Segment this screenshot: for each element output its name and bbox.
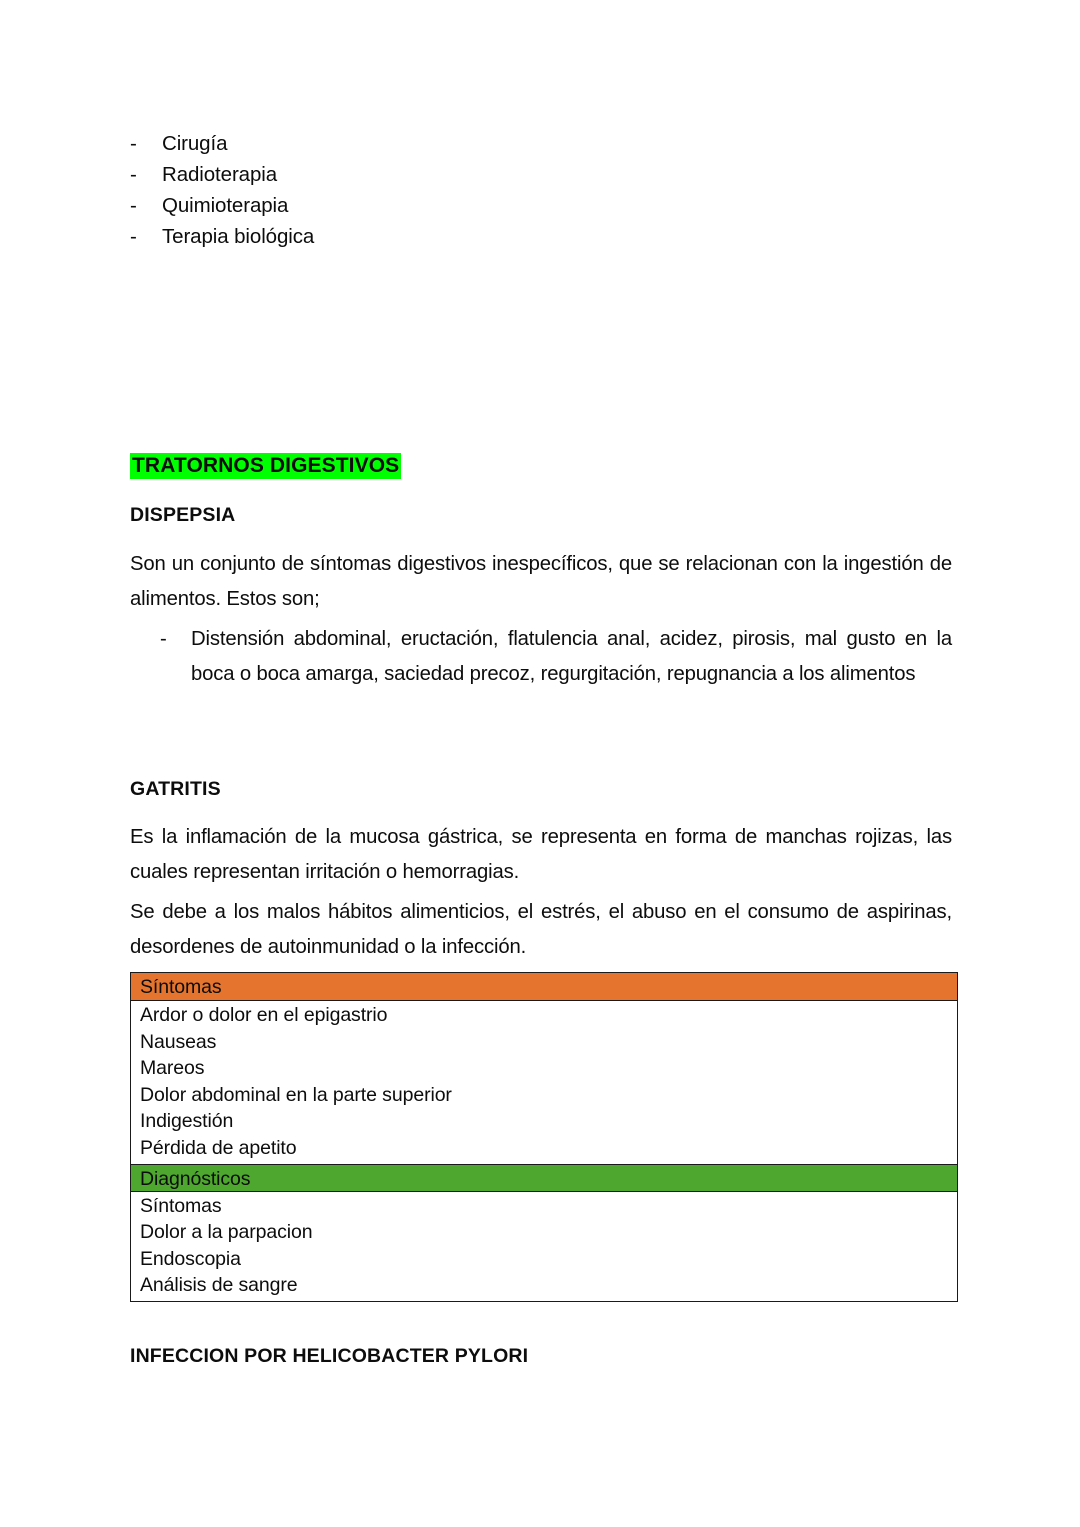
- table-row: Análisis de sangre: [131, 1272, 957, 1299]
- table-header-diagnosticos: Diagnósticos: [131, 1164, 957, 1192]
- table-header-sintomas: Síntomas: [131, 973, 957, 1001]
- gatritis-table: [130, 972, 958, 1302]
- subsection-heading-dispepsia: DISPEPSIA: [130, 504, 236, 526]
- table-row: Pérdida de apetito: [131, 1135, 957, 1162]
- list-item: [130, 128, 690, 159]
- list-bullet-dash-icon: -: [160, 628, 167, 650]
- table-row: Mareos: [131, 1055, 957, 1082]
- list-item: [130, 159, 690, 190]
- list-item-label: Quimioterapia: [162, 194, 289, 217]
- table-row: Nauseas: [131, 1029, 957, 1056]
- paragraph-gatritis-causes: Se debe a los malos hábitos alimenticios, el estrés, el abuso en el consumo de aspirinas, desordenes de autoinmunidad o la infección.: [130, 901, 952, 958]
- treatment-list: [130, 128, 690, 252]
- dispepsia-symptom-list: [160, 622, 952, 691]
- list-bullet-dash-icon: -: [130, 163, 137, 186]
- list-item-label: Cirugía: [162, 132, 228, 155]
- list-item: [130, 190, 690, 221]
- list-item: [160, 622, 952, 691]
- table-row: Síntomas: [131, 1193, 957, 1220]
- paragraph-dispepsia: Son un conjunto de síntomas digestivos inespecíficos, que se relacionan con la ingestión de alimentos. Estos son;: [130, 553, 952, 610]
- list-item-label: Terapia biológica: [162, 225, 315, 248]
- table-row: Indigestión: [131, 1108, 957, 1135]
- table-row: Ardor o dolor en el epigastrio: [131, 1002, 957, 1029]
- list-bullet-dash-icon: -: [130, 132, 137, 155]
- table-group-sintomas: [131, 1001, 957, 1164]
- table-row: Dolor abdominal en la parte superior: [131, 1082, 957, 1109]
- section-heading-digestive-disorders: [130, 451, 401, 481]
- list-item: [130, 221, 690, 252]
- list-item-label: Radioterapia: [162, 163, 278, 186]
- table-row: Dolor a la parpacion: [131, 1219, 957, 1246]
- list-bullet-dash-icon: -: [130, 194, 137, 217]
- list-item-label: Distensión abdominal, eructación, flatulencia anal, acidez, pirosis, mal gusto en la boca o boca amarga, saciedad precoz, regurgitación, repugnancia a los alimentos: [191, 628, 952, 685]
- paragraph-gatritis-definition: Es la inflamación de la mucosa gástrica, se representa en forma de manchas rojizas, las cuales representan irritación o hemorragias.: [130, 826, 952, 883]
- subsection-heading-gatritis: GATRITIS: [130, 778, 221, 800]
- subsection-heading-helicobacter-pylori: INFECCION POR HELICOBACTER PYLORI: [130, 1345, 529, 1367]
- table-row: Endoscopia: [131, 1246, 957, 1273]
- highlighted-title-text: TRATORNOS DIGESTIVOS: [132, 454, 400, 477]
- list-bullet-dash-icon: -: [130, 225, 137, 248]
- table-group-diagnosticos: [131, 1192, 957, 1301]
